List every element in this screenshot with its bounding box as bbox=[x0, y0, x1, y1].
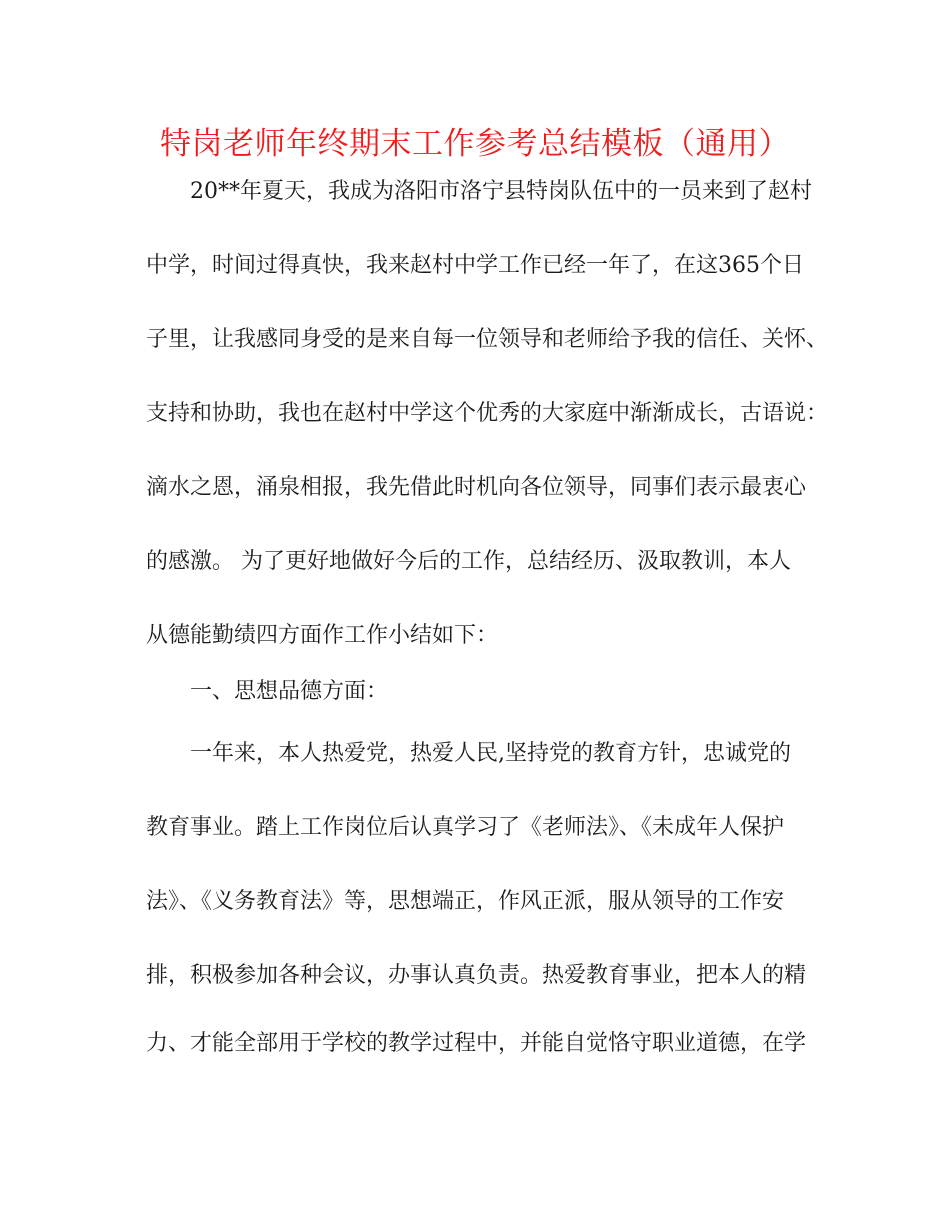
section-heading: 一、思想品德方面： bbox=[190, 679, 389, 704]
document-title: 特岗老师年终期末工作参考总结模板（通用） bbox=[160, 126, 790, 162]
paragraph-line: 从德能勤绩四方面作工作小结如下： bbox=[146, 623, 499, 648]
paragraph-line: 20**年夏天，我成为洛阳市洛宁县特岗队伍中的一员来到了赵村 bbox=[190, 179, 812, 204]
paragraph-line: 子里，让我感同身受的是来自每一位领导和老师给予我的信任、关怀、 bbox=[146, 327, 829, 352]
paragraph-line: 排，积极参加各种会议，办事认真负责。热爱教育事业，把本人的精 bbox=[146, 963, 807, 988]
paragraph-line: 教育事业。踏上工作岗位后认真学习了《老师法》、《未成年人保护 bbox=[146, 815, 785, 840]
paragraph-line: 力、才能全部用于学校的教学过程中，并能自觉恪守职业道德，在学 bbox=[146, 1031, 807, 1056]
paragraph-line: 支持和协助，我也在赵村中学这个优秀的大家庭中渐渐成长，古语说： bbox=[146, 401, 829, 426]
paragraph-line: 法》、《义务教育法》等，思想端正，作风正派，服从领导的工作安 bbox=[146, 889, 785, 914]
paragraph-line: 滴水之恩，涌泉相报，我先借此时机向各位领导，同事们表示最衷心 bbox=[146, 475, 807, 500]
paragraph-line: 一年来，本人热爱党，热爱人民,坚持党的教育方针，忠诚党的 bbox=[190, 741, 791, 766]
paragraph-line: 的感激。 为了更好地做好今后的工作，总结经历、汲取教训，本人 bbox=[146, 549, 791, 574]
paragraph-line: 中学，时间过得真快，我来赵村中学工作已经一年了，在这365个日 bbox=[146, 253, 804, 278]
